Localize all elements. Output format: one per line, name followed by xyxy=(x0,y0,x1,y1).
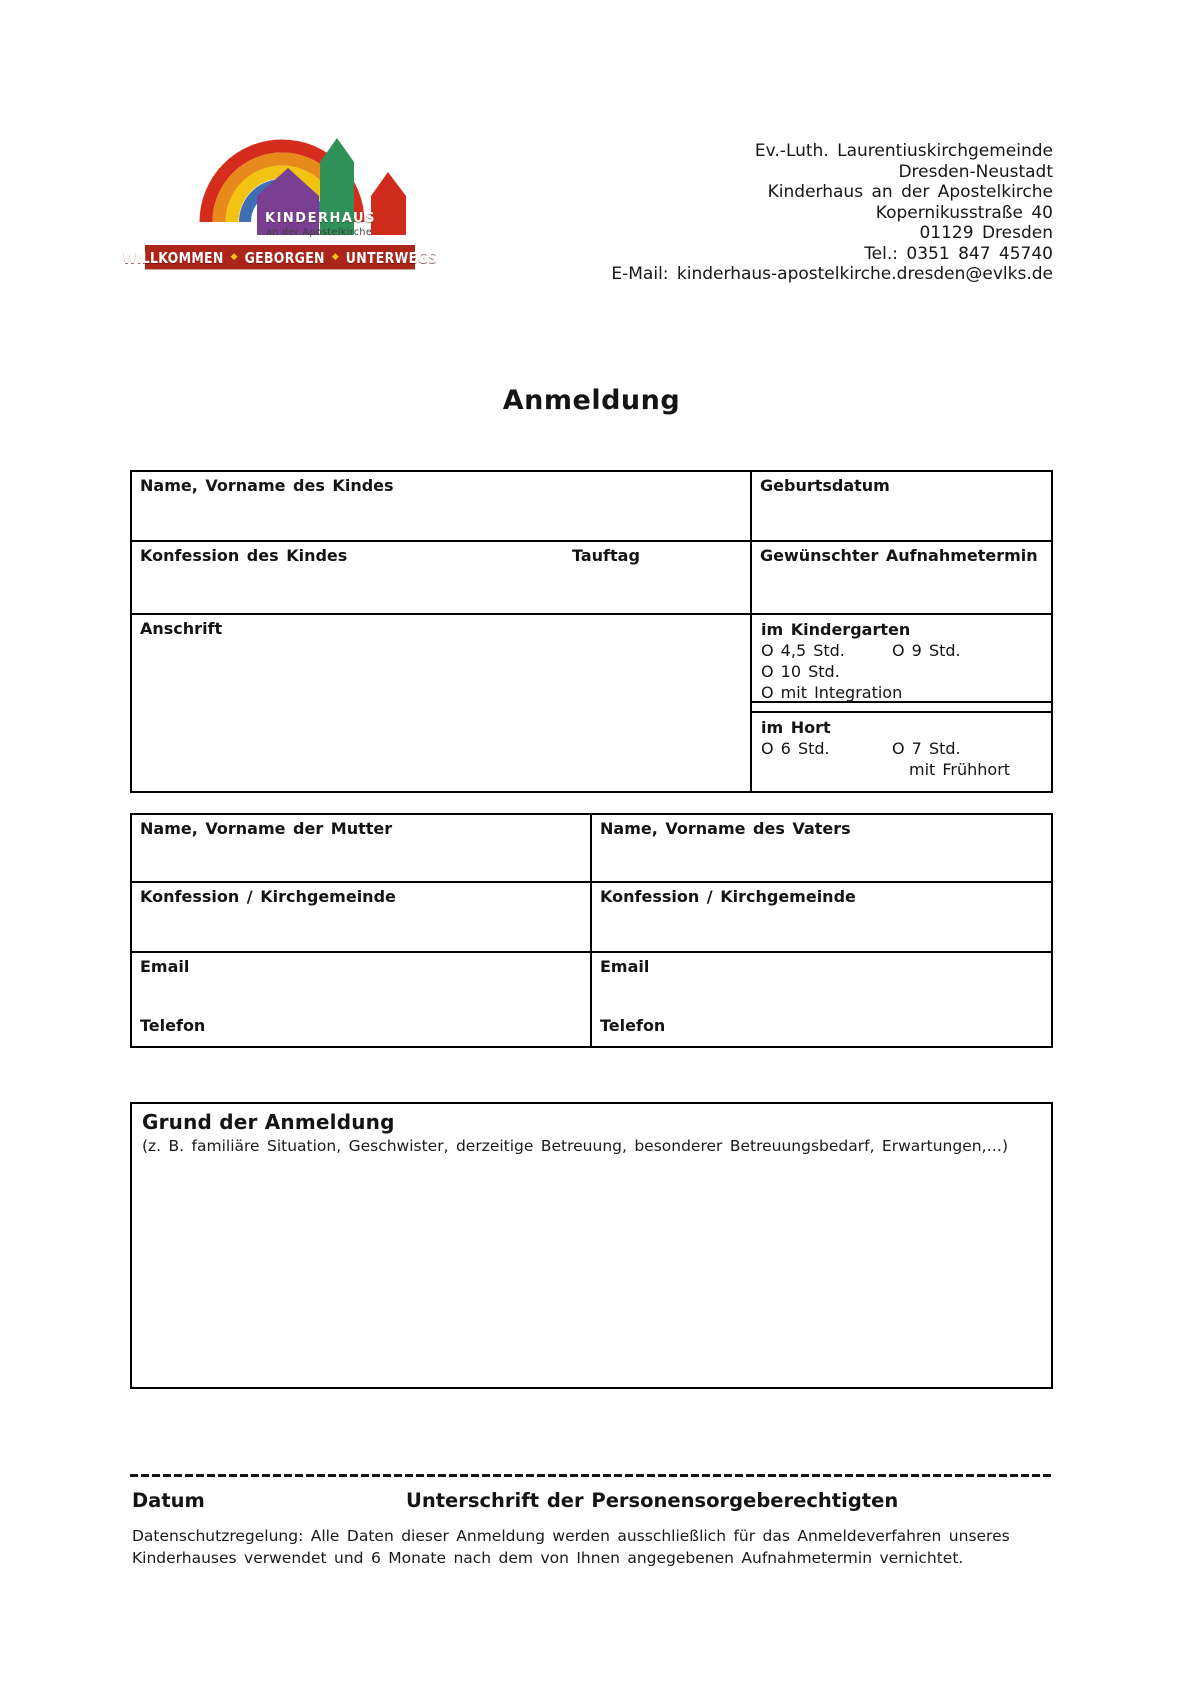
care-boxes-gap xyxy=(752,703,1051,711)
care-options-cell xyxy=(752,615,1051,791)
option-kindergarten-10-std: O 10 Std. xyxy=(761,662,840,681)
mother-phone-label: Telefon xyxy=(140,1016,206,1035)
mother-email-label: Email xyxy=(140,957,190,976)
child-birthdate-cell xyxy=(752,472,1051,542)
child-info-table xyxy=(130,470,1053,793)
hort-options-box xyxy=(752,711,1051,791)
signature-label: Unterschrift der Personensorgeberechtigten xyxy=(406,1489,899,1512)
mother-confession-label: Konfession / Kirchgemeinde xyxy=(140,887,396,906)
address-line-email: E-Mail: kinderhaus-apostelkirche.dresden@evlks.de xyxy=(611,264,1053,284)
father-email-label: Email xyxy=(600,957,650,976)
reason-title: Grund der Anmeldung xyxy=(142,1110,395,1134)
father-phone-label: Telefon xyxy=(600,1016,666,1035)
kinderhaus-wordmark: KINDERHAUS xyxy=(265,211,376,226)
address-line-city: 01129 Dresden xyxy=(919,223,1053,243)
child-name-label: Name, Vorname des Kindes xyxy=(140,476,394,495)
father-name-label: Name, Vorname des Vaters xyxy=(600,819,851,838)
address-line-district: Dresden-Neustadt xyxy=(898,161,1053,182)
admission-date-label: Gewünschter Aufnahmetermin xyxy=(760,546,1038,565)
option-hort-7-std: O 7 Std. xyxy=(892,739,961,758)
parents-info-table xyxy=(130,813,1053,1048)
banner-word-geborgen: GEBORGEN xyxy=(244,247,325,267)
child-confession-label: Konfession des Kindes xyxy=(140,546,348,565)
hort-title: im Hort xyxy=(761,718,831,737)
child-address-cell xyxy=(132,615,752,791)
date-label: Datum xyxy=(132,1489,205,1512)
hort-fruehhort-note: mit Frühhort xyxy=(909,760,1011,779)
diamond-separator-icon: ◆ xyxy=(230,251,238,262)
option-hort-6-std: O 6 Std. xyxy=(761,739,830,758)
red-house-shape xyxy=(371,172,406,235)
kindergarten-title: im Kindergarten xyxy=(761,620,911,639)
privacy-note: Datenschutzregelung: Alle Daten dieser Anmeldung werden ausschließlich für das Anmeldeverfahren unseres Kinderhauses verwendet und 6 Monate nach dem von Ihnen angegebenen Aufnahmetermin vernichtet. xyxy=(132,1527,1010,1567)
banner-word-unterwegs: UNTERWEGS xyxy=(345,247,438,267)
father-contact-cell xyxy=(592,953,1051,1046)
address-line-facility: Kinderhaus an der Apostelkirche xyxy=(767,182,1053,202)
child-confession-cell xyxy=(132,542,752,615)
address-line-phone: Tel.: 0351 847 45740 xyxy=(864,243,1053,264)
mother-name-label: Name, Vorname der Mutter xyxy=(140,819,393,838)
kindergarten-option-row xyxy=(761,640,1042,661)
father-confession-cell xyxy=(592,883,1051,953)
option-kindergarten-4-5-std: O 4,5 Std. xyxy=(761,641,845,660)
logo-subtitle: an der Apostelkirche xyxy=(266,227,373,238)
header-address-block xyxy=(611,141,1053,285)
page-title: Anmeldung xyxy=(502,385,681,416)
mother-name-cell xyxy=(132,815,592,883)
kindergarten-options-box xyxy=(752,615,1051,703)
mother-contact-cell xyxy=(132,953,592,1046)
hort-option-row xyxy=(761,738,1042,759)
child-address-label: Anschrift xyxy=(140,619,223,638)
address-line-street: Kopernikusstraße 40 xyxy=(875,202,1053,223)
mother-confession-cell xyxy=(132,883,592,953)
welcome-banner xyxy=(122,245,438,269)
address-line-organization: Ev.-Luth. Laurentiuskirchgemeinde xyxy=(754,141,1053,161)
child-name-cell xyxy=(132,472,752,542)
registration-reason-box xyxy=(130,1102,1053,1389)
baptism-day-label: Tauftag xyxy=(572,546,640,565)
reason-hint: (z. B. familiäre Situation, Geschwister, derzeitige Betreuung, besonderer Betreuungsbedarf, Erwartungen,…) xyxy=(142,1137,1009,1155)
child-birthdate-label: Geburtsdatum xyxy=(760,476,890,495)
admission-date-cell xyxy=(752,542,1051,615)
banner-word-willkommen: WILLKOMMEN xyxy=(122,247,224,267)
father-confession-label: Konfession / Kirchgemeinde xyxy=(600,887,856,906)
diamond-separator-icon: ◆ xyxy=(331,251,339,262)
signature-dashed-line xyxy=(130,1474,1053,1477)
father-name-cell xyxy=(592,815,1051,883)
option-kindergarten-9-std: O 9 Std. xyxy=(892,641,961,660)
signature-row xyxy=(130,1489,1053,1515)
option-kindergarten-integration: O mit Integration xyxy=(761,683,903,702)
